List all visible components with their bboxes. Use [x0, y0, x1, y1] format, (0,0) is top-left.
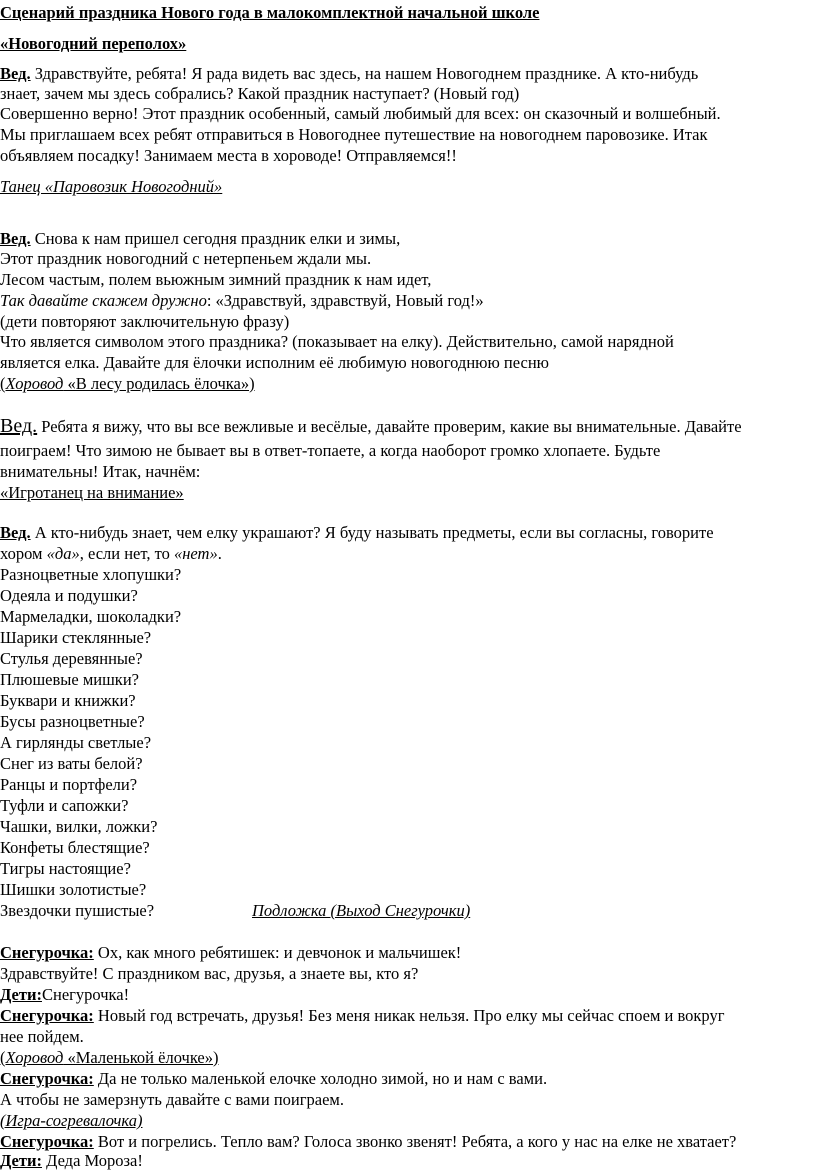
list-item: Туфли и сапожки? — [0, 796, 129, 815]
page-title: Сценарий праздника Нового года в малокомплектной начальной школе — [0, 3, 540, 22]
stage-direction: «Игротанец на внимание» — [0, 483, 184, 502]
paragraph-line: Так давайте скажем дружно: «Здравствуй, здравствуй, Новый год!» — [0, 291, 484, 310]
stage-direction: (Игра-согревалочка) — [0, 1111, 143, 1130]
paragraph-line: нее пойдем. — [0, 1027, 84, 1046]
paragraph-line: Снегурочка: Новый год встречать, друзья! Без меня никак нельзя. Про елку мы сейчас споем и вокруг — [0, 1006, 725, 1025]
paragraph-line: Вед. Здравствуйте, ребята! Я рада видеть вас здесь, на нашем Новогоднем празднике. А кто-нибудь — [0, 64, 699, 83]
stage-direction: (Хоровод «В лесу родилась ёлочка») — [0, 374, 255, 393]
speaker-label: Вед. — [0, 416, 38, 437]
speaker-label: Снегурочка: — [0, 1132, 94, 1151]
paragraph-line: хором «да», если нет, то «нет». — [0, 544, 222, 563]
speaker-label: Снегурочка: — [0, 1069, 94, 1088]
paragraph-line: А чтобы не замерзнуть давайте с вами поиграем. — [0, 1090, 344, 1109]
paragraph-line: Снегурочка: Ох, как много ребятишек: и девчонок и мальчишек! — [0, 943, 462, 962]
paragraph-line: Мы приглашаем всех ребят отправиться в Новогоднее путешествие на новогоднем паровозике. Итак — [0, 125, 708, 144]
speaker-label: Снегурочка: — [0, 943, 94, 962]
paragraph-line: является елка. Давайте для ёлочки исполним её любимую новогоднюю песню — [0, 353, 549, 372]
list-item: Разноцветные хлопушки? — [0, 565, 182, 584]
list-item: Звездочки пушистые? Подложка (Выход Снегурочки) — [0, 901, 471, 920]
speaker-label: Вед. — [0, 523, 31, 542]
paragraph-line: (дети повторяют заключительную фразу) — [0, 312, 290, 331]
list-item: Чашки, вилки, ложки? — [0, 817, 158, 836]
paragraph-line: Лесом частым, полем вьюжным зимний праздник к нам идет, — [0, 270, 432, 289]
speaker-label: Вед. — [0, 64, 31, 83]
list-item: Буквари и книжки? — [0, 691, 136, 710]
stage-direction: Танец «Паровозик Новогодний» — [0, 177, 223, 196]
list-item: Конфеты блестящие? — [0, 838, 150, 857]
list-item: Тигры настоящие? — [0, 859, 131, 878]
paragraph-line: поиграем! Что зимою не бывает вы в ответ-топаете, а когда наоборот громко хлопаете. Будьте — [0, 441, 661, 460]
list-item: Шишки золотистые? — [0, 880, 147, 899]
paragraph-line: знает, зачем мы здесь собрались? Какой праздник наступает? (Новый год) — [0, 84, 520, 103]
paragraph-line: Вед. Снова к нам пришел сегодня праздник елки и зимы, — [0, 229, 401, 248]
list-item: Стулья деревянные? — [0, 649, 143, 668]
paragraph-line: внимательны! Итак, начнём: — [0, 462, 201, 481]
paragraph-line: объявляем посадку! Занимаем места в хороводе! Отправляемся!! — [0, 146, 457, 165]
paragraph-line: Снегурочка: Да не только маленькой елочке холодно зимой, но и нам с вами. — [0, 1069, 548, 1088]
paragraph-line: Дети:Снегурочка! — [0, 985, 130, 1004]
list-item: Одеяла и подушки? — [0, 586, 138, 605]
speaker-label: Снегурочка: — [0, 1006, 94, 1025]
stage-direction: (Хоровод «Маленькой ёлочке») — [0, 1048, 219, 1067]
list-item: Плюшевые мишки? — [0, 670, 139, 689]
list-item: Шарики стеклянные? — [0, 628, 152, 647]
list-item: А гирлянды светлые? — [0, 733, 152, 752]
paragraph-line: Совершенно верно! Этот праздник особенный, самый любимый для всех: он сказочный и волшебный. — [0, 104, 721, 123]
paragraph-line: Что является символом этого праздника? (показывает на елку). Действительно, самой нарядной — [0, 332, 674, 351]
list-item: Мармеладки, шоколадки? — [0, 607, 182, 626]
list-item: Ранцы и портфели? — [0, 775, 138, 794]
paragraph-line: Дети: Деда Мороза! — [0, 1151, 143, 1170]
list-item: Снег из ваты белой? — [0, 754, 143, 773]
speaker-label: Вед. — [0, 229, 31, 248]
paragraph-line: Этот праздник новогодний с нетерпеньем ждали мы. — [0, 249, 372, 268]
paragraph-line: Снегурочка: Вот и погрелись. Тепло вам? Голоса звонко звенят! Ребята, а кого у нас на елке не хватает? — [0, 1132, 737, 1151]
stage-direction: Подложка (Выход Снегурочки) — [252, 901, 471, 920]
page-subtitle: «Новогодний переполох» — [0, 34, 187, 53]
list-item: Бусы разноцветные? — [0, 712, 145, 731]
paragraph-line: Вед. А кто-нибудь знает, чем елку украшают? Я буду называть предметы, если вы согласны, говорите — [0, 523, 714, 542]
speaker-label: Дети: — [0, 1151, 42, 1170]
speaker-label: Дети: — [0, 985, 42, 1004]
paragraph-line: Здравствуйте! С праздником вас, друзья, а знаете вы, кто я? — [0, 964, 419, 983]
paragraph-line: Вед. Ребята я вижу, что вы все вежливые и весёлые, давайте проверим, какие вы внимательные. Давайте — [0, 416, 742, 437]
